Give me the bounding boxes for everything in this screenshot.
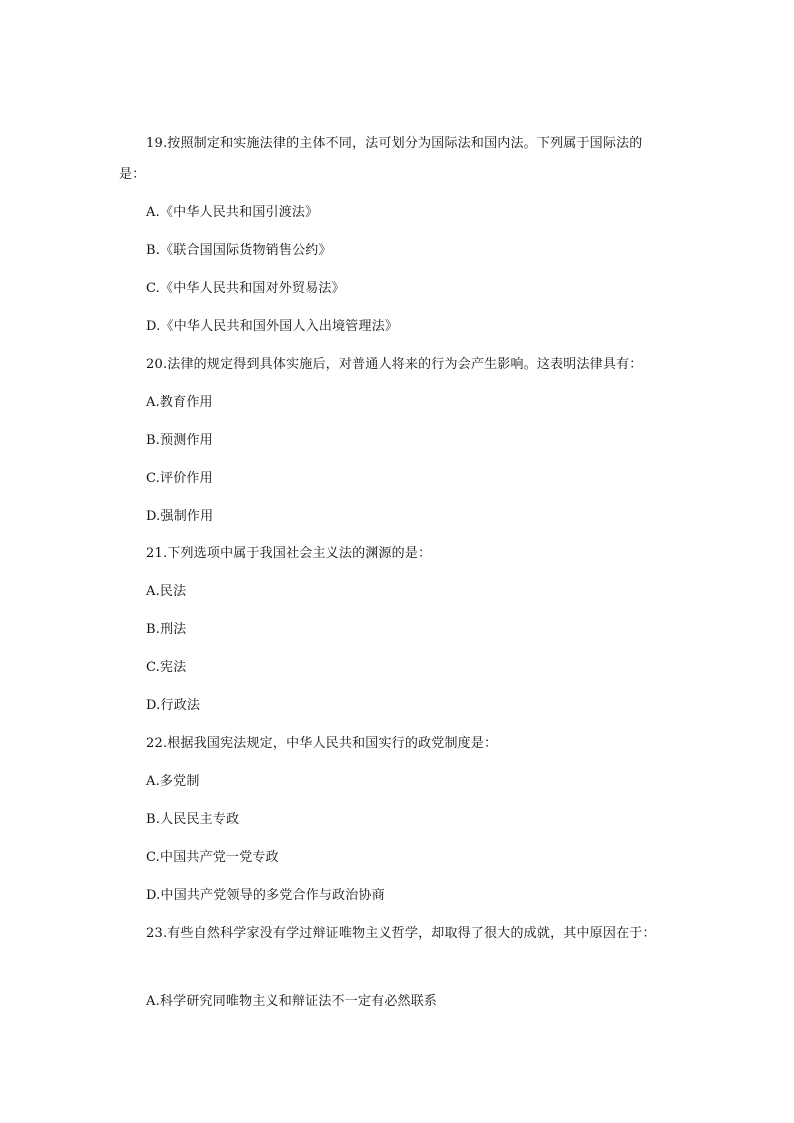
- question-19-stem: 19.按照制定和实施法律的主体不同，法可划分为国际法和国内法。下列属于国际法的: [146, 136, 643, 151]
- question-19-option-d: D.《中华人民共和国外国人入出境管理法》: [146, 319, 399, 334]
- question-22-option-d: D.中国共产党领导的多党合作与政治协商: [146, 888, 385, 903]
- question-22-option-a: A.多党制: [146, 774, 200, 789]
- question-19-option-a: A.《中华人民共和国引渡法》: [146, 205, 319, 220]
- question-20-option-a: A.教育作用: [146, 395, 213, 410]
- question-21-option-d: D.行政法: [146, 698, 201, 713]
- question-23-option-a: A.科学研究同唯物主义和辩证法不一定有必然联系: [146, 994, 438, 1009]
- question-23-stem: 23.有些自然科学家没有学过辩证唯物主义哲学，却取得了很大的成就，其中原因在于：: [146, 926, 656, 941]
- question-19-option-c: C.《中华人民共和国对外贸易法》: [146, 281, 345, 296]
- question-22-stem: 22.根据我国宪法规定，中华人民共和国实行的政党制度是：: [146, 736, 498, 751]
- question-22-option-b: B.人民民主专政: [146, 812, 240, 827]
- question-19-stem-continuation: 是：: [119, 167, 146, 182]
- question-20-option-d: D.强制作用: [146, 509, 214, 524]
- question-21-option-b: B.刑法: [146, 622, 187, 637]
- question-22-option-c: C.中国共产党一党专政: [146, 850, 279, 865]
- question-20-option-b: B.预测作用: [146, 433, 213, 448]
- question-20-option-c: C.评价作用: [146, 471, 213, 486]
- question-21-option-c: C.宪法: [146, 660, 187, 675]
- question-21-stem: 21.下列选项中属于我国社会主义法的渊源的是：: [146, 546, 432, 561]
- question-21-option-a: A.民法: [146, 584, 187, 599]
- question-20-stem: 20.法律的规定得到具体实施后，对普通人将来的行为会产生影响。这表明法律具有：: [146, 357, 643, 372]
- question-19-option-b: B.《联合国国际货物销售公约》: [146, 243, 332, 258]
